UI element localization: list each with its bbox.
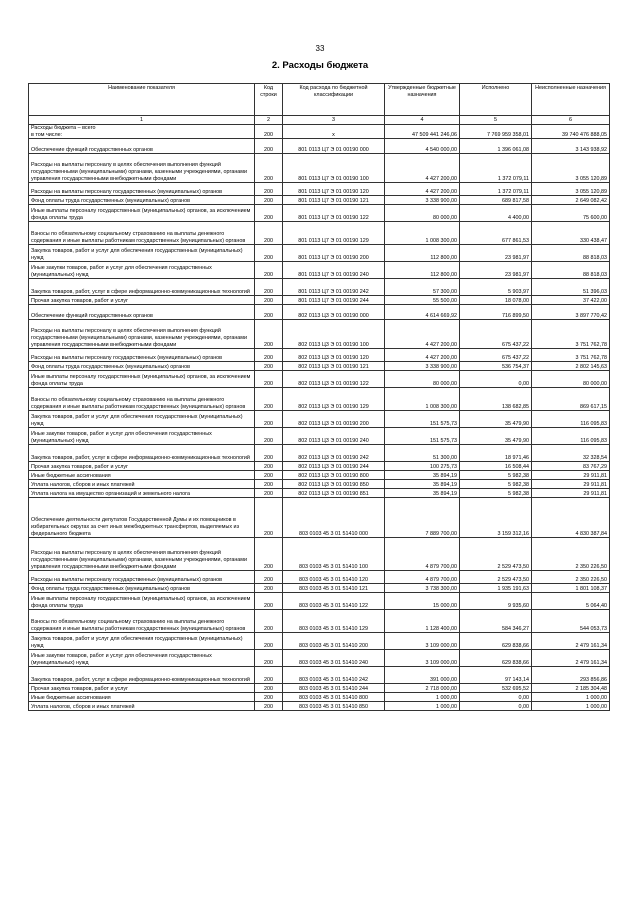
row-approved: 1 000,00: [385, 702, 460, 711]
row-name: Обеспечение функций государственных органов: [29, 305, 255, 320]
table-row: [29, 584, 610, 593]
row-unexecuted: 75 600,00: [532, 205, 610, 222]
row-executed: 97 143,14: [460, 667, 532, 684]
row-classification: 802 0113 Ц3 Э 01 00190 200: [283, 411, 385, 428]
row-executed: 5 903,97: [460, 279, 532, 296]
row-approved: 3 338 900,00: [385, 196, 460, 205]
row-code: 200: [255, 584, 283, 593]
row-unexecuted: 51 396,03: [532, 279, 610, 296]
row-name: Уплата налога на имущество организаций и земельного налога: [29, 489, 255, 498]
row-approved: 4 614 669,92: [385, 305, 460, 320]
row-approved: 35 894,19: [385, 489, 460, 498]
row-code: 200: [255, 471, 283, 480]
row-name: Расходы на выплаты персоналу государственных (муниципальных) органов: [29, 571, 255, 584]
row-name: Обеспечение функций государственных органов: [29, 139, 255, 154]
table-row: [29, 702, 610, 711]
row-code: 200: [255, 462, 283, 471]
row-classification: 801 0113 Ц7 Э 01 00190 200: [283, 245, 385, 262]
column-number: 3: [283, 116, 385, 125]
row-classification: 802 0113 Ц3 Э 01 00190 850: [283, 480, 385, 489]
table-row: [29, 593, 610, 610]
row-approved: 80 000,00: [385, 371, 460, 388]
row-unexecuted: 2 350 226,50: [532, 538, 610, 571]
row-code: 200: [255, 489, 283, 498]
row-code: 200: [255, 205, 283, 222]
row-code: 200: [255, 610, 283, 633]
row-approved: 35 894,19: [385, 480, 460, 489]
row-executed: 3 159 312,16: [460, 498, 532, 538]
table-row: [29, 154, 610, 183]
row-unexecuted: 2 350 226,50: [532, 571, 610, 584]
row-unexecuted: 3 751 762,78: [532, 320, 610, 349]
row-code: 200: [255, 279, 283, 296]
row-executed: 584 346,27: [460, 610, 532, 633]
row-classification: 802 0113 Ц3 Э 01 00190 851: [283, 489, 385, 498]
row-approved: 4 427 200,00: [385, 183, 460, 196]
header-code: Код строки: [255, 84, 283, 116]
row-executed: 629 838,66: [460, 650, 532, 667]
row-classification: 802 0113 Ц3 Э 01 00190 100: [283, 320, 385, 349]
row-classification: 802 0113 Ц3 Э 01 00190 121: [283, 362, 385, 371]
row-code: 200: [255, 445, 283, 462]
row-name: Иные бюджетные ассигнования: [29, 471, 255, 480]
row-name: Фонд оплаты труда государственных (муниципальных) органов: [29, 196, 255, 205]
row-classification: 803 0103 45 3 01 51410 129: [283, 610, 385, 633]
row-approved: 151 575,73: [385, 428, 460, 445]
row-executed: 1 372 079,11: [460, 183, 532, 196]
row-classification: 803 0103 45 3 01 51410 800: [283, 693, 385, 702]
row-unexecuted: 3 897 770,42: [532, 305, 610, 320]
row-classification: 801 0113 Ц7 Э 01 00190 100: [283, 154, 385, 183]
row-classification: 803 0103 45 3 01 51410 240: [283, 650, 385, 667]
row-classification: 802 0113 Ц3 Э 01 00190 000: [283, 305, 385, 320]
row-executed: 0,00: [460, 693, 532, 702]
row-code: 200: [255, 411, 283, 428]
row-executed: 536 754,37: [460, 362, 532, 371]
header-unexecuted: Неисполненные назначения: [532, 84, 610, 116]
row-executed: 7 769 959 358,01: [460, 125, 532, 139]
row-approved: 4 879 700,00: [385, 571, 460, 584]
row-executed: 2 529 473,50: [460, 571, 532, 584]
row-unexecuted: 88 818,03: [532, 262, 610, 279]
table-row: [29, 667, 610, 684]
table-row: [29, 205, 610, 222]
column-number: 5: [460, 116, 532, 125]
table-row: [29, 279, 610, 296]
row-code: 200: [255, 362, 283, 371]
row-executed: 35 479,90: [460, 411, 532, 428]
row-classification: 801 0113 Ц7 Э 01 00190 000: [283, 139, 385, 154]
row-approved: 100 275,73: [385, 462, 460, 471]
row-code: 200: [255, 538, 283, 571]
row-approved: 51 300,00: [385, 445, 460, 462]
column-number: 1: [29, 116, 255, 125]
table-row: [29, 349, 610, 362]
row-approved: 1 128 400,00: [385, 610, 460, 633]
row-unexecuted: 5 064,40: [532, 593, 610, 610]
table-row: [29, 362, 610, 371]
row-code: 200: [255, 571, 283, 584]
row-unexecuted: 88 818,03: [532, 245, 610, 262]
row-executed: 689 817,58: [460, 196, 532, 205]
row-executed: 629 838,66: [460, 633, 532, 650]
row-name: Закупка товаров, работ и услуг для обеспечения государственных (муниципальных) нужд: [29, 633, 255, 650]
table-row: [29, 445, 610, 462]
page-number: 33: [315, 44, 325, 53]
row-approved: 7 889 700,00: [385, 498, 460, 538]
row-executed: 2 529 473,50: [460, 538, 532, 571]
row-name: Фонд оплаты труда государственных (муниципальных) органов: [29, 584, 255, 593]
table-row: [29, 610, 610, 633]
table-row: [29, 428, 610, 445]
row-classification: 801 0113 Ц7 Э 01 00190 242: [283, 279, 385, 296]
row-unexecuted: 3 055 120,89: [532, 183, 610, 196]
row-executed: 0,00: [460, 702, 532, 711]
row-approved: 391 000,00: [385, 667, 460, 684]
row-classification: 803 0103 45 3 01 51410 121: [283, 584, 385, 593]
table-row: [29, 693, 610, 702]
row-approved: 3 109 000,00: [385, 633, 460, 650]
row-classification: 803 0103 45 3 01 51410 242: [283, 667, 385, 684]
row-executed: 4 400,00: [460, 205, 532, 222]
row-classification: 803 0103 45 3 01 51410 200: [283, 633, 385, 650]
row-code: 200: [255, 428, 283, 445]
row-executed: 1 935 191,63: [460, 584, 532, 593]
row-name: Закупка товаров, работ, услуг в сфере информационно-коммуникационных технологий: [29, 279, 255, 296]
table-row: [29, 471, 610, 480]
row-classification: 803 0103 45 3 01 51410 244: [283, 684, 385, 693]
row-approved: 4 427 200,00: [385, 154, 460, 183]
row-unexecuted: 3 751 762,78: [532, 349, 610, 362]
row-unexecuted: 116 095,83: [532, 428, 610, 445]
table-row: [29, 371, 610, 388]
row-unexecuted: 330 438,47: [532, 222, 610, 245]
row-name: Уплата налогов, сборов и иных платежей: [29, 480, 255, 489]
table-row: [29, 320, 610, 349]
row-executed: 5 982,38: [460, 489, 532, 498]
row-unexecuted: 29 911,81: [532, 489, 610, 498]
row-unexecuted: 116 095,83: [532, 411, 610, 428]
row-executed: 16 508,44: [460, 462, 532, 471]
row-classification: 802 0113 Ц3 Э 01 00190 129: [283, 388, 385, 411]
row-executed: 18 971,46: [460, 445, 532, 462]
row-code: 200: [255, 693, 283, 702]
row-name: Прочая закупка товаров, работ и услуг: [29, 684, 255, 693]
row-unexecuted: 4 830 387,84: [532, 498, 610, 538]
row-unexecuted: 83 767,29: [532, 462, 610, 471]
row-unexecuted: 2 649 082,42: [532, 196, 610, 205]
row-classification: 801 0113 Ц7 Э 01 00190 244: [283, 296, 385, 305]
row-classification: 801 0113 Ц7 Э 01 00190 240: [283, 262, 385, 279]
row-name: Иные выплаты персоналу государственных (муниципальных) органов, за исключением фонда оплаты труда: [29, 371, 255, 388]
column-number-row: [29, 116, 610, 125]
row-code: 200: [255, 196, 283, 205]
row-classification: 801 0113 Ц7 Э 01 00190 129: [283, 222, 385, 245]
row-classification: 803 0103 45 3 01 51410 120: [283, 571, 385, 584]
header-classification: Код расхода по бюджетной классификации: [283, 84, 385, 116]
row-unexecuted: 29 911,81: [532, 480, 610, 489]
row-approved: 55 500,00: [385, 296, 460, 305]
row-unexecuted: 29 911,81: [532, 471, 610, 480]
row-approved: 4 427 200,00: [385, 320, 460, 349]
row-classification: x: [283, 125, 385, 139]
row-executed: 716 899,50: [460, 305, 532, 320]
header-name: Наименование показателя: [29, 84, 255, 116]
row-classification: 802 0113 Ц3 Э 01 00190 244: [283, 462, 385, 471]
table-body: [29, 125, 610, 711]
table-row: [29, 462, 610, 471]
row-name: Иные выплаты персоналу государственных (муниципальных) органов, за исключением фонда оплаты труда: [29, 205, 255, 222]
table-row: [29, 262, 610, 279]
row-code: 200: [255, 371, 283, 388]
row-approved: 3 109 000,00: [385, 650, 460, 667]
row-name: Расходы на выплаты персоналу в целях обеспечения выполнения функций государственными (муниципальными) органами, казенными учреждениями, органами управления государственными внебюджетными фондами: [29, 538, 255, 571]
row-code: 200: [255, 498, 283, 538]
row-name: Расходы на выплаты персоналу в целях обеспечения выполнения функций государственными (муниципальными) органами, казенными учреждениями, органами управления государственными внебюджетными фондами: [29, 154, 255, 183]
row-code: 200: [255, 633, 283, 650]
row-unexecuted: 3 055 120,89: [532, 154, 610, 183]
table-row: [29, 498, 610, 538]
table-row: [29, 196, 610, 205]
budget-expenses-table: [28, 83, 610, 711]
row-approved: 4 540 000,00: [385, 139, 460, 154]
row-name: Закупка товаров, работ, услуг в сфере информационно-коммуникационных технологий: [29, 445, 255, 462]
row-classification: 803 0103 45 3 01 51410 100: [283, 538, 385, 571]
row-approved: 151 575,73: [385, 411, 460, 428]
table-row: [29, 388, 610, 411]
row-name: Обеспечение деятельности депутатов Государственной Думы и их помощников в избирательных округах за счет иных межбюджетных трансфертов, выделяемых из федерального бюджета: [29, 498, 255, 538]
row-executed: 675 437,22: [460, 349, 532, 362]
row-unexecuted: 37 422,00: [532, 296, 610, 305]
row-executed: 0,00: [460, 371, 532, 388]
row-approved: 4 879 700,00: [385, 538, 460, 571]
row-name: Иные закупки товаров, работ и услуг для обеспечения государственных (муниципальных) нужд: [29, 650, 255, 667]
row-unexecuted: 2 802 145,63: [532, 362, 610, 371]
row-name: Расходы на выплаты персоналу государственных (муниципальных) органов: [29, 183, 255, 196]
row-classification: 802 0113 Ц3 Э 01 00190 800: [283, 471, 385, 480]
table-row: [29, 411, 610, 428]
row-unexecuted: 39 740 476 888,05: [532, 125, 610, 139]
row-code: 200: [255, 320, 283, 349]
table-row: [29, 489, 610, 498]
table-row: [29, 125, 610, 139]
row-name: Иные бюджетные ассигнования: [29, 693, 255, 702]
row-executed: 23 981,97: [460, 262, 532, 279]
row-executed: 1 372 079,11: [460, 154, 532, 183]
table-row: [29, 633, 610, 650]
row-code: 200: [255, 296, 283, 305]
row-unexecuted: 293 856,86: [532, 667, 610, 684]
row-code: 200: [255, 125, 283, 139]
row-name: Закупка товаров, работ и услуг для обеспечения государственных (муниципальных) нужд: [29, 245, 255, 262]
row-name: Взносы по обязательному социальному страхованию на выплаты денежного содержания и иные выплаты работникам государственных (муниципальных) органов: [29, 610, 255, 633]
row-approved: 1 000,00: [385, 693, 460, 702]
row-classification: 802 0113 Ц3 Э 01 00190 242: [283, 445, 385, 462]
row-code: 200: [255, 593, 283, 610]
row-code: 200: [255, 222, 283, 245]
row-executed: 677 861,53: [460, 222, 532, 245]
row-classification: 802 0113 Ц3 Э 01 00190 240: [283, 428, 385, 445]
row-code: 200: [255, 349, 283, 362]
table-row: [29, 480, 610, 489]
row-classification: 803 0103 45 3 01 51410 122: [283, 593, 385, 610]
table-row: [29, 650, 610, 667]
row-code: 200: [255, 183, 283, 196]
row-code: 200: [255, 480, 283, 489]
table-row: [29, 684, 610, 693]
row-unexecuted: 2 479 161,34: [532, 633, 610, 650]
row-code: 200: [255, 702, 283, 711]
row-classification: 801 0113 Ц7 Э 01 00190 121: [283, 196, 385, 205]
row-classification: 801 0113 Ц7 Э 01 00190 122: [283, 205, 385, 222]
row-unexecuted: 32 328,54: [532, 445, 610, 462]
row-approved: 1 008 300,00: [385, 388, 460, 411]
row-executed: 5 982,38: [460, 480, 532, 489]
row-executed: 675 437,22: [460, 320, 532, 349]
row-executed: 9 935,60: [460, 593, 532, 610]
row-unexecuted: 869 617,15: [532, 388, 610, 411]
row-code: 200: [255, 684, 283, 693]
row-unexecuted: 3 143 938,92: [532, 139, 610, 154]
row-name: Закупка товаров, работ, услуг в сфере информационно-коммуникационных технологий: [29, 667, 255, 684]
row-unexecuted: 2 185 304,48: [532, 684, 610, 693]
row-unexecuted: 1 000,00: [532, 693, 610, 702]
row-executed: 138 682,85: [460, 388, 532, 411]
row-approved: 4 427 200,00: [385, 349, 460, 362]
row-classification: 803 0103 45 3 01 51410 000: [283, 498, 385, 538]
row-executed: 18 078,00: [460, 296, 532, 305]
row-code: 200: [255, 154, 283, 183]
table-row: [29, 538, 610, 571]
row-name: Прочая закупка товаров, работ и услуг: [29, 462, 255, 471]
row-code: 200: [255, 139, 283, 154]
row-name: Взносы по обязательному социальному страхованию на выплаты денежного содержания и иные выплаты работникам государственных (муниципальных) органов: [29, 222, 255, 245]
row-executed: 23 981,97: [460, 245, 532, 262]
row-approved: 1 008 300,00: [385, 222, 460, 245]
table-row: [29, 222, 610, 245]
row-name: Расходы бюджета – всего в том числе:: [29, 125, 255, 139]
row-executed: 5 982,38: [460, 471, 532, 480]
row-unexecuted: 544 053,73: [532, 610, 610, 633]
table-header-row: [29, 84, 610, 116]
row-approved: 47 509 441 246,06: [385, 125, 460, 139]
header-approved: Утвержденные бюджетные назначения: [385, 84, 460, 116]
row-approved: 57 300,00: [385, 279, 460, 296]
row-name: Закупка товаров, работ и услуг для обеспечения государственных (муниципальных) нужд: [29, 411, 255, 428]
header-executed: Исполнено: [460, 84, 532, 116]
row-code: 200: [255, 650, 283, 667]
row-classification: 801 0113 Ц7 Э 01 00190 120: [283, 183, 385, 196]
row-approved: 80 000,00: [385, 205, 460, 222]
table-row: [29, 183, 610, 196]
row-name: Уплата налогов, сборов и иных платежей: [29, 702, 255, 711]
section-title: 2. Расходы бюджета: [271, 60, 369, 71]
table-row: [29, 571, 610, 584]
row-approved: 15 000,00: [385, 593, 460, 610]
table-row: [29, 245, 610, 262]
row-code: 200: [255, 667, 283, 684]
row-name: Прочая закупка товаров, работ и услуг: [29, 296, 255, 305]
row-code: 200: [255, 245, 283, 262]
row-code: 200: [255, 262, 283, 279]
column-number: 6: [532, 116, 610, 125]
row-name: Иные выплаты персоналу государственных (муниципальных) органов, за исключением фонда оплаты труда: [29, 593, 255, 610]
row-executed: 532 695,52: [460, 684, 532, 693]
row-name: Фонд оплаты труда государственных (муниципальных) органов: [29, 362, 255, 371]
row-unexecuted: 80 000,00: [532, 371, 610, 388]
row-classification: 803 0103 45 3 01 51410 850: [283, 702, 385, 711]
row-name: Иные закупки товаров, работ и услуг для обеспечения государственных (муниципальных) нужд: [29, 428, 255, 445]
row-approved: 3 738 300,00: [385, 584, 460, 593]
table-row: [29, 139, 610, 154]
row-unexecuted: 2 479 161,34: [532, 650, 610, 667]
row-approved: 35 894,19: [385, 471, 460, 480]
row-unexecuted: 1 801 108,37: [532, 584, 610, 593]
column-number: 2: [255, 116, 283, 125]
row-name: Расходы на выплаты персоналу государственных (муниципальных) органов: [29, 349, 255, 362]
column-number: 4: [385, 116, 460, 125]
row-code: 200: [255, 388, 283, 411]
row-approved: 112 800,00: [385, 245, 460, 262]
table-row: [29, 305, 610, 320]
table-row: [29, 296, 610, 305]
row-approved: 3 338 900,00: [385, 362, 460, 371]
row-name: Расходы на выплаты персоналу в целях обеспечения выполнения функций государственными (муниципальными) органами, казенными учреждениями, органами управления государственными внебюджетными фондами: [29, 320, 255, 349]
row-unexecuted: 1 000,00: [532, 702, 610, 711]
row-name: Взносы по обязательному социальному страхованию на выплаты денежного содержания и иные выплаты работникам государственных (муниципальных) органов: [29, 388, 255, 411]
row-code: 200: [255, 305, 283, 320]
row-executed: 35 479,90: [460, 428, 532, 445]
row-approved: 2 718 000,00: [385, 684, 460, 693]
row-classification: 802 0113 Ц3 Э 01 00190 122: [283, 371, 385, 388]
row-approved: 112 800,00: [385, 262, 460, 279]
row-executed: 1 396 061,08: [460, 139, 532, 154]
row-classification: 802 0113 Ц3 Э 01 00190 120: [283, 349, 385, 362]
row-name: Иные закупки товаров, работ и услуг для обеспечения государственных (муниципальных) нужд: [29, 262, 255, 279]
